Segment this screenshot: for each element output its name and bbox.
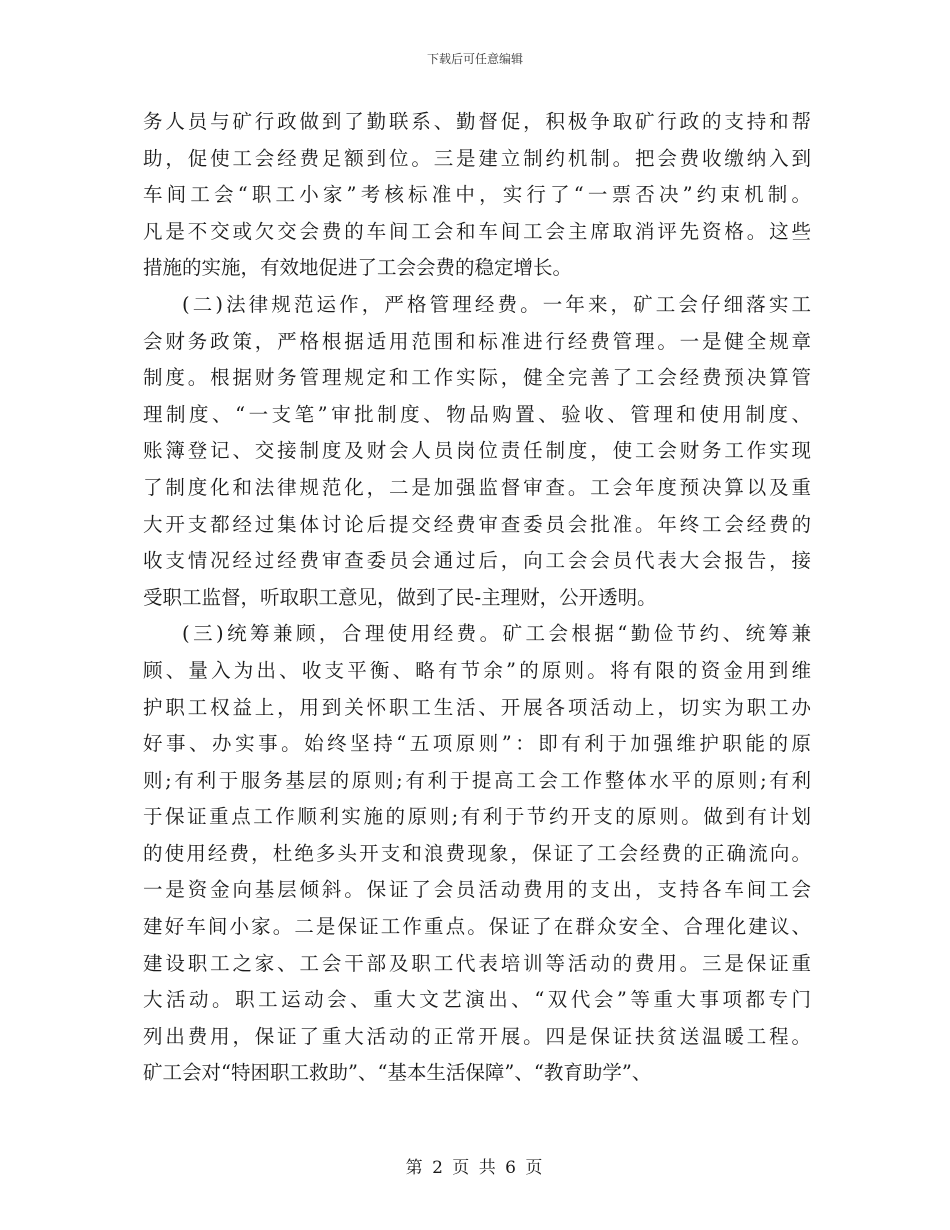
text-line: 理制度、“一支笔”审批制度、物品购置、验收、管理和使用制度、 [143,402,811,426]
text-line: 列出费用，保证了重大活动的正常开展。四是保证扶贫送温暖工程。 [143,1024,811,1048]
text-line: (三)统筹兼顾，合理使用经费。矿工会根据“勤俭节约、统筹兼 [182,622,811,646]
text-line: (二)法律规范运作，严格管理经费。一年来，矿工会仔细落实工 [182,292,811,316]
text-line: 凡是不交或欠交会费的车间工会和车间工会主席取消评先资格。这些 [143,219,811,243]
text-line: 好事、办实事。始终坚持“五项原则”：即有利于加强维护职能的原 [143,732,811,756]
text-line: 务人员与矿行政做到了勤联系、勤督促，积极争取矿行政的支持和帮 [143,110,811,133]
text-line: 账簿登记、交接制度及财会人员岗位责任制度，使工会财务工作实现 [143,439,811,463]
text-line: 收支情况经过经费审查委员会通过后，向工会会员代表大会报告，接 [143,549,811,573]
text-line: 受职工监督，听取职工意见，做到了民-主理财，公开透明。 [143,585,657,609]
text-line: 会财务政策，严格根据适用范围和标准进行经费管理。一是健全规章 [143,329,811,353]
text-line: 一是资金向基层倾斜。保证了会员活动费用的支出，支持各车间工会 [143,878,811,902]
text-line: 护职工权益上，用到关怀职工生活、开展各项活动上，切实为职工办 [143,695,811,719]
text-line: 措施的实施，有效地促进了工会会费的稳定增长。 [143,256,573,280]
text-line: 助，促使工会经费足额到位。三是建立制约机制。把会费收缴纳入到 [143,146,811,170]
text-line: 大开支都经过集体讨论后提交经费审查委员会批准。年终工会经费的 [143,512,811,536]
text-line: 了制度化和法律规范化，二是加强监督审查。工会年度预决算以及重 [143,475,811,499]
text-line: 顾、量入为出、收支平衡、略有节余”的原则。将有限的资金用到维 [143,658,811,682]
text-line: 于保证重点工作顺利实施的原则;有利于节约开支的原则。做到有计划 [143,805,811,829]
text-line: 大活动。职工运动会、重大文艺演出、“双代会”等重大事项都专门 [143,988,811,1012]
text-line: 建好车间小家。二是保证工作重点。保证了在群众安全、合理化建议、 [143,915,811,939]
page-header: 下载后可任意编辑 [426,52,523,66]
text-line: 制度。根据财务管理规定和工作实际，健全完善了工会经费预决算管 [143,366,811,390]
text-line: 则;有利于服务基层的原则;有利于提高工会工作整体水平的原则;有利 [143,768,811,792]
text-line: 车间工会“职工小家”考核标准中，实行了“一票否决”约束机制。 [143,183,811,207]
page-footer: 第 2 页 共 6 页 [405,1158,545,1178]
document-body [143,104,811,1092]
text-line: 建设职工之家、工会干部及职工代表培训等活动的费用。三是保证重 [143,951,811,975]
text-line: 的使用经费，杜绝多头开支和浪费现象，保证了工会经费的正确流向。 [143,841,811,865]
text-line: 矿工会对“特困职工救助”、“基本生活保障”、“教育助学”、 [143,1061,652,1085]
